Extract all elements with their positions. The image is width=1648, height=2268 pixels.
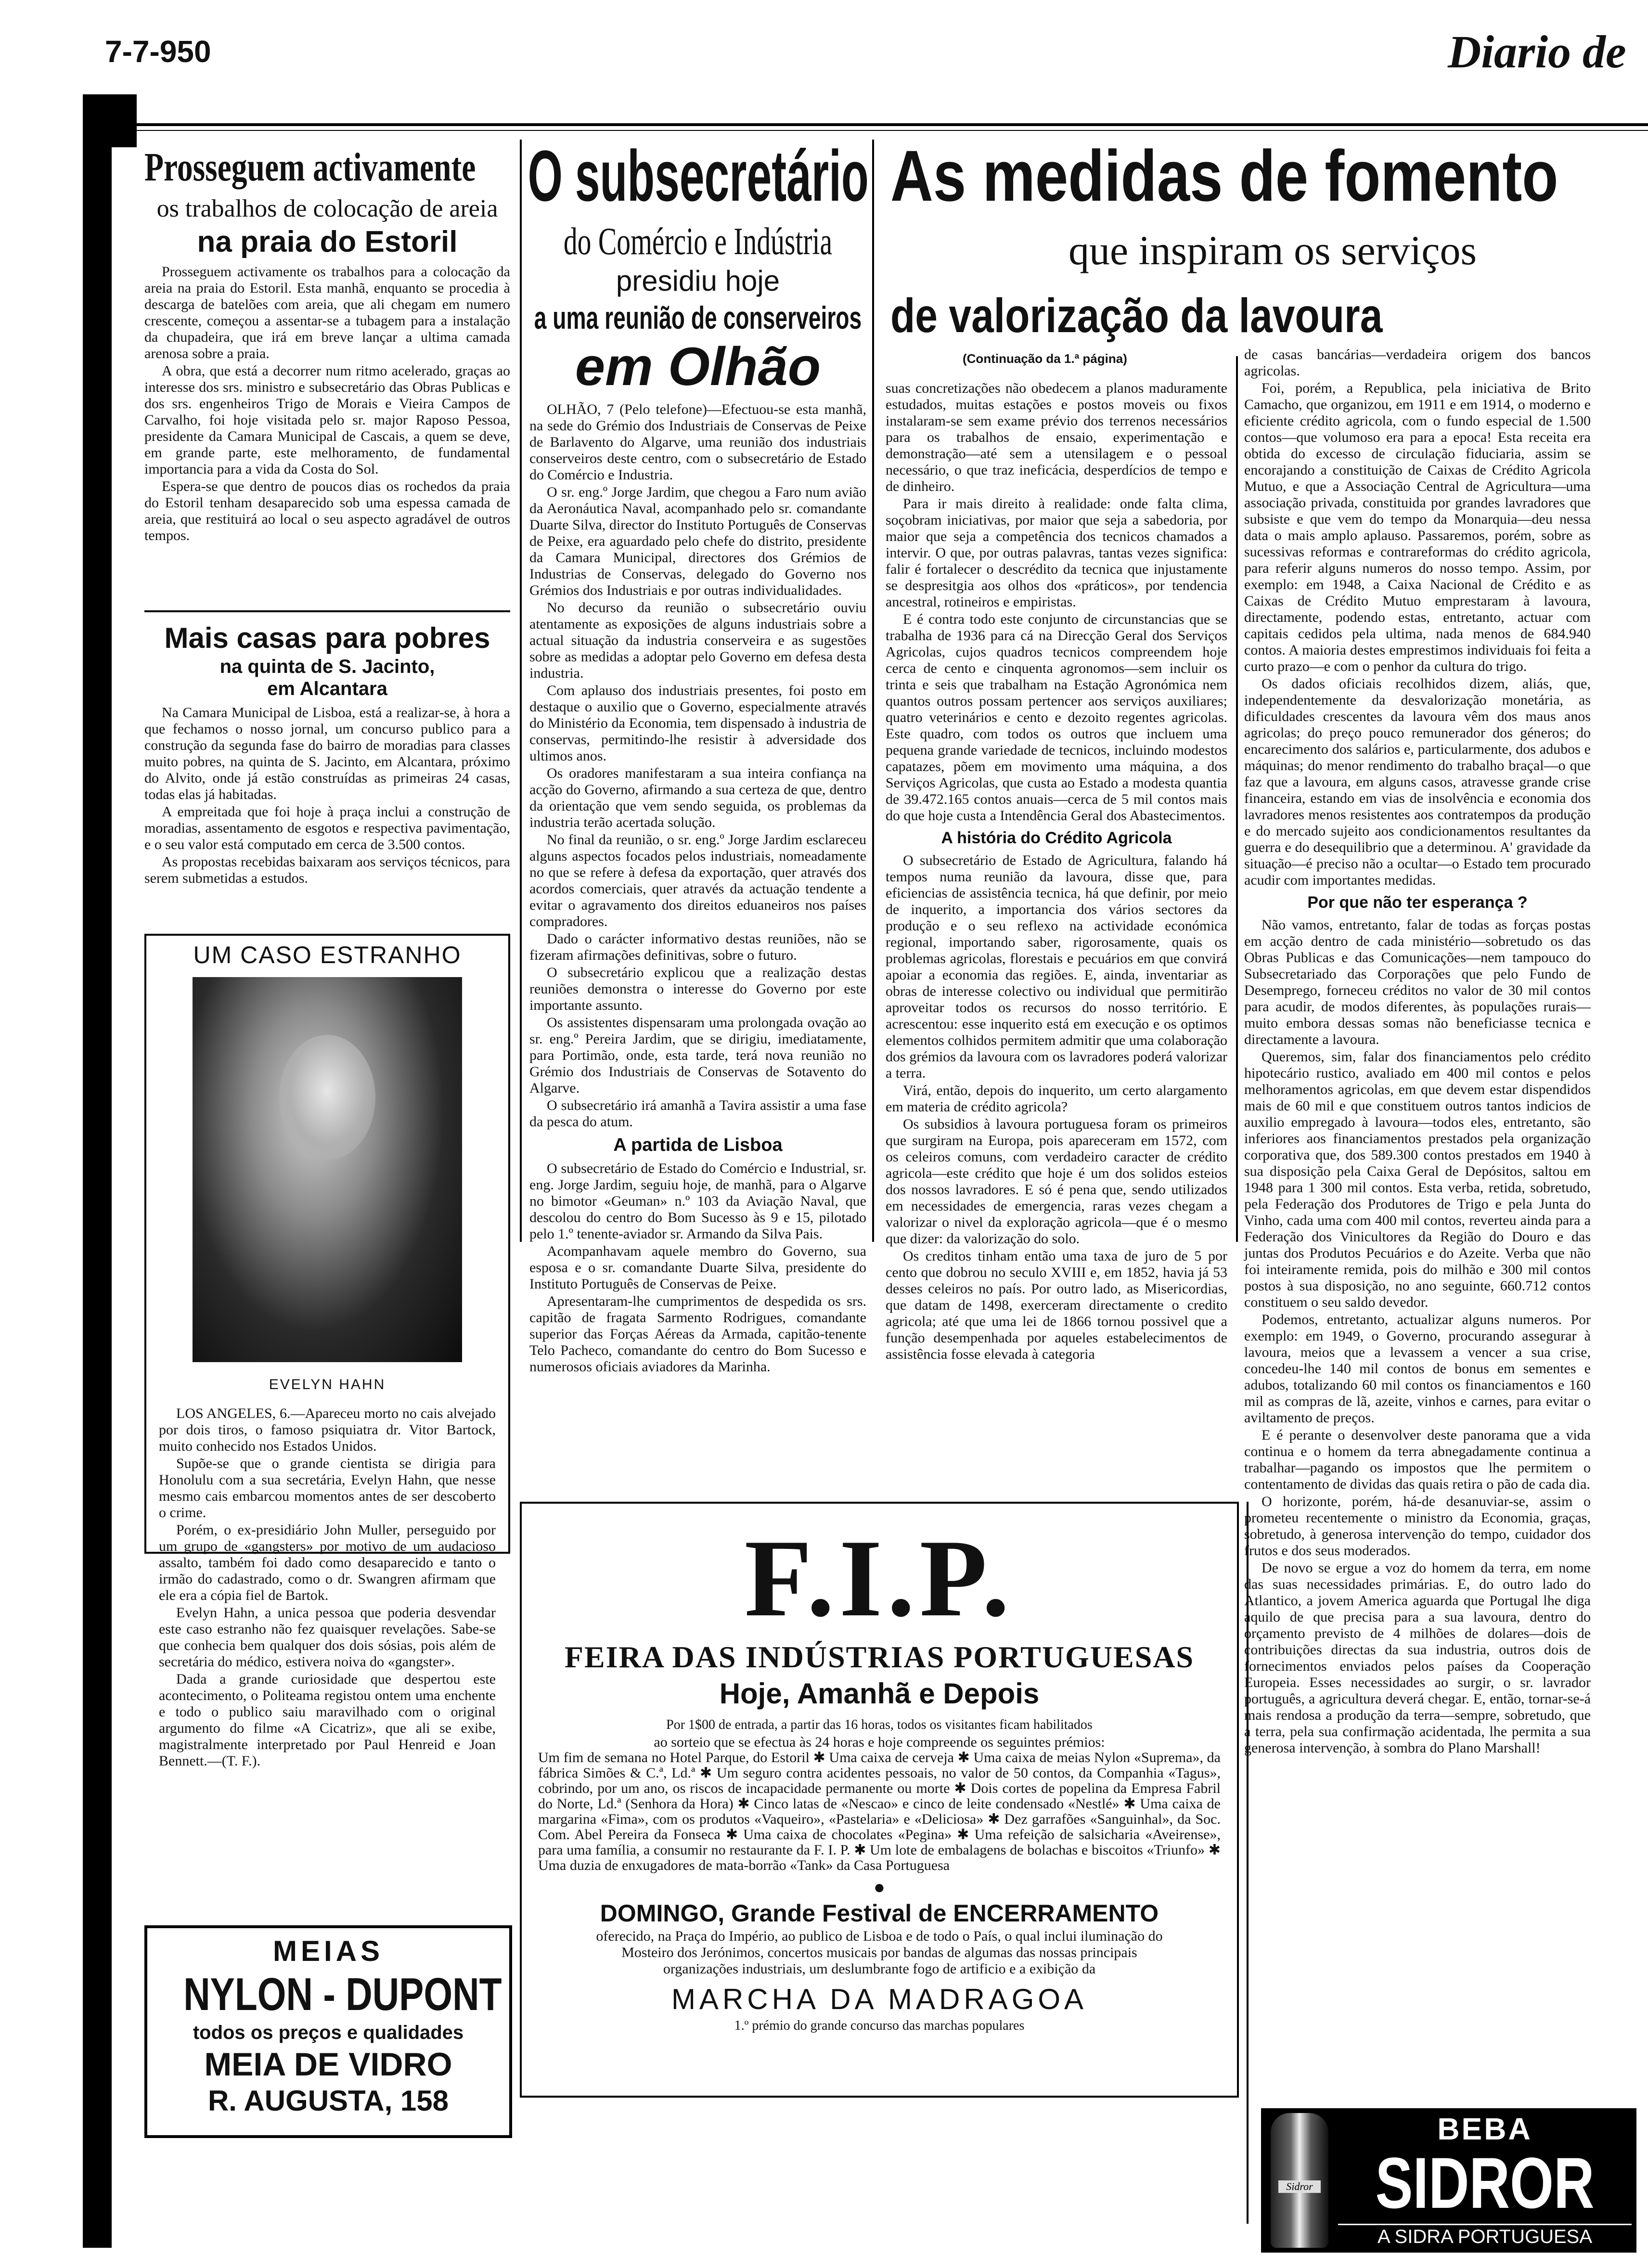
meias-title: MEIAS xyxy=(272,1935,384,1967)
column-rule xyxy=(872,140,874,1242)
credito-paragraph: Os creditos tinham então uma taxa de juro de 5 por cento que dobrou no seculo XVIII e, em 1852, havia já 53 desses celeiros no país. Por outro lado, as Misericordias, que datam de 1498, exerceram directamente o credito agricola; até que uma lei de 1866 tornou possivel que a função desempenhada por aqueles estabelecimentos de assistência fosse elevada à categoria xyxy=(886,1248,1227,1362)
column-rule xyxy=(520,140,522,1242)
olhao-paragraph: Com aplauso dos industriais presentes, foi posto em destaque o auxilio que o Governo, especialmente através do Ministério da Economia, tem dispensado à industria de conservas, permitindo-lhe resistir à adversidade dos ultimos anos. xyxy=(529,683,866,764)
credito-body xyxy=(886,852,1227,1363)
olhao-paragraph: O sr. eng.º Jorge Jardim, que chegou a Faro num avião da Aeronáutica Naval, acompanhado pelo sr. comandante Duarte Silva, director do Instituto Português de Conservas de Peixe, era aguardado pelo chefe do distrito, presidente da Camara Municipal, directores dos Grémios de Industrias de Conservas, delegado do Governo nos Grémios dos Industriais e por outras individualidades. xyxy=(529,484,866,598)
olhao-sub2: presidiu hoje xyxy=(616,265,780,297)
fip-prizes: Um fim de semana no Hotel Parque, do Estoril ✱ Uma caixa de cerveja ✱ Uma caixa de meias Nylon «Suprema», da fábrica Simões & C.ª, Ld.ª ✱ Um seguro contra acidentes pessoais, no valor de 50 contos, da Companhia «Tagus», cobrindo, por um ano, os riscos de incapacidade permanente ou morte ✱ Dois cortes de popelina da Empresa Fabril do Norte, Ld.ª (Senhora da Hora) ✱ Cinco latas de «Nescao» e cinco de leite condensado «Nestlé» ✱ Uma caixa de margarina «Fima», com os produtos «Vaqueiro», «Pastelaria» e «Deliciosa» ✱ Dez garrafões «Sanguinhal», da Soc. Com. Abel Pereira da Fonseca ✱ Uma caixa de chocolates «Pegina» ✱ Uma refeição de salsicharia «Aveirense», para uma família, a consumir no restaurante da F. I. P. ✱ Um lote de embalagens de bolachas e biscoitos «Triunfo» ✱ Uma duzia de enxugadores de mata-borrão «Tank» da Casa Portuguesa xyxy=(538,1750,1221,1873)
casas-headline: Mais casas para pobres xyxy=(164,622,490,654)
estoril-subheadline: os trabalhos de colocação de areia xyxy=(156,195,498,222)
fomento-sub1: que inspiram os serviços xyxy=(1069,227,1477,273)
fomento-paragraph: Os dados oficiais recolhidos dizem, aliás, que, independentemente da desvalorização monetária, as dificuldades crescentes da lavoura vêm dos maus anos agricolas; do preço pouco remunerador dos géneros; do encarecimento dos salários e, particularmente, dos adubos e máquinas; do menor rendimento do trabalho braçal—o que faz que a lavoura, em alguns casos, atravesse grande crise financeira, estando em vias de insolvência e economia dos lavradores menos resistentes aos contratempos da produção e do mercado sujeito aos condicionamentos resultantes da guerra e do desequilibrio que a determinou. A' gravidade da situação—é preciso não a ocultar—o Estado tem procurado acudir com importantes medidas. xyxy=(1244,676,1591,888)
olhao-paragraph: O subsecretário explicou que a realização destas reuniões demonstra o interesse do Governo por este importante assunto. xyxy=(529,965,866,1013)
casas-paragraph: As propostas recebidas baixaram aos serviços técnicos, para serem submetidas a estudos. xyxy=(144,854,510,886)
fip-title: FEIRA DAS INDÚSTRIAS PORTUGUESAS xyxy=(564,1640,1195,1674)
fomento-sub2: de valorização da lavoura xyxy=(890,289,1383,343)
estoril-paragraph: A obra, que está a decorrer num ritmo acelerado, graças ao interesse dos srs. ministro e subsecretário das Obras Publicas e dos srs. engenheiros Trigo de Morais e Vieira Campos de Carvalho, foi hoje visitada pelo sr. major Raposo Pessoa, presidente da Camara Municipal de Cascais, a quem se deve, em grande parte, este melhoramento, de fundamental importancia para a vida da Costa do Sol. xyxy=(144,363,510,477)
sidror-brand: SIDROR xyxy=(1375,2142,1595,2223)
estoril-headline: Prosseguem activamente xyxy=(144,145,476,190)
casas-article xyxy=(144,621,510,888)
fip-marcha-sub: 1.º prémio do grande concurso das marchas populares xyxy=(734,2018,1025,2033)
olhao-paragraph: Os oradores manifestaram a sua inteira confiança na acção do Governo, afirmando a sua certeza de que, dentro da orientação que vem sendo seguida, os problemas da industria terão acertada solução. xyxy=(529,765,866,830)
esperanca-paragraph: De novo se ergue a voz do homem da terra, em nome das suas necessidades primárias. E, do outro lado do Atlantico, a jovem America aguarda que Portugal lhe diga aquilo de que precisa para a sua lavoura, dentro do orçamento previsto de 4 milhões de dolares—dois de contribuições directas da sua industria, outros dois de fornecimentos enviados pelos países da Cooperação Europeia. Esses necessidades ao surgir, o sr. lavrador português, a agricultura deverá chegar. E, então, tornar-se-á mais rendosa a produção da terra—sempre, sobretudo, que a terra, pela sua confirmação acidentada, lhe permita a sua generosa intervenção, à sombra do Plano Marshall! xyxy=(1244,1560,1591,1756)
fip-closing: DOMINGO, Grande Festival de ENCERRAMENTO xyxy=(600,1900,1159,1927)
masthead: Diario de xyxy=(1448,26,1626,77)
fip-ad xyxy=(520,1502,1239,2098)
olhao-headline: O subsecretário xyxy=(528,135,869,216)
fomento-paragraph: suas concretizações não obedecem a planos maduramente estudados, muitas estações e postos moveis ou fixos instalaram-se sem exame prévio dos terrenos necessários para os trabalhos de ensaio, experimentação e demonstração—até sem a utensilagem e o pessoal necessário, o que traz ineficácia, desperdícios de tempo e de dinheiro. xyxy=(886,380,1227,494)
left-margin-bar xyxy=(83,96,112,2248)
fomento-paragraph: E é contra todo este conjunto de circunstancias que se trabalha de 1936 para cá na Direcção Geral dos Serviços Agricolas, cujos quadros tecnicos compreendem hoje cerca de cento e cinquenta agronomos—sem incluir os trinta e seis que trabalham na Estação Agronómica nem quantos outros possam pertencer aos serviços auxiliares; quatro veterinários e cento e dezoito regentes agricolas. Este quadro, com todos os outros que incluem uma pequena grande variedade de tecnicos, incluindo modestos capatazes, põem em movimento uma máquina, a dos Serviços Agricolas, que custa ao Estado a modesta quantia de 39.472.165 contos anuais—cerca de 5 mil contos mais do que hoje custa a Intendência Geral dos Abastecimentos. xyxy=(886,611,1227,824)
caso-paragraph: LOS ANGELES, 6.—Apareceu morto no cais alvejado por dois tiros, o famoso psiquiatra dr. Vitor Bartock, muito conhecido nos Estados Unidos. xyxy=(159,1405,496,1454)
sidror-tagline: A SIDRA PORTUGUESA xyxy=(1338,2224,1632,2248)
olhao-paragraph: Dado o carácter informativo destas reuniões, não se fizeram afirmações definitivas, sobre o futuro. xyxy=(529,931,866,963)
fomento-col2 xyxy=(1244,347,1591,1757)
fomento-paragraph: Para ir mais direito à realidade: onde falta clima, soçobram iniciativas, por maior que seja a sabedoria, por maior que seja a competência dos tecnicos chamados a intervir. O que, por outras palavras, tantas vezes significa: falir é fortalecer o descrédito da tecnica que injustamente se despresitgia aos olhos dos «práticos», por tendencia ancestral, rotineiros e empiristas. xyxy=(886,496,1227,610)
olhao-sub3: a uma reunião de conserveiros xyxy=(534,300,862,335)
casas-sub2: em Alcantara xyxy=(267,678,387,699)
esperanca-paragraph: Queremos, sim, falar dos financiamentos pelo crédito hipotecário rustico, avaliado em 400 mil contos e pelos melhoramentos agricolas, em que devem estar dispendidos mais de 60 mil e que constituem outros tantos indicios de auxilio empregado à lavoura—todos eles, entretanto, são inferiores aos financiamentos prestados pela organização corporativa que, dos 589.300 contos prestados em 1940 à sua disposição pela Caixa Geral de Depósitos, saltou em 1948 para 1 300 mil contos. Esta verba, retida, sobretudo, pela Federação dos Produtores de Trigo e pela Junta do Vinho, cada uma com 400 mil contos, reverteu ainda para a Federação dos Vinicultores da Região do Douro e das juntas dos Produtos Pecuários e do Azeite. Verba que não foi inteiramente remida, pois do milhão e 300 mil contos postos à sua disposição, no ano seguinte, 660.712 contos constituem o seu saldo devedor. xyxy=(1244,1049,1591,1310)
casas-paragraph: A empreitada que foi hoje à praça inclui a construção de moradias, assentamento de esgotos e respectiva pavimentação, e o seu valor está computado em cerca de 3.500 contos. xyxy=(144,804,510,852)
fomento-headline: As medidas de fomento xyxy=(890,135,1558,216)
page-date: 7-7-950 xyxy=(105,34,211,69)
casas-paragraph: Na Camara Municipal de Lisboa, está a realizar-se, à hora a que fechamos o nosso jornal, um concurso publico para a construção da segunda fase do bairro de moradias para classes muito pobres, na quinta de S. Jacinto, em Alcantara, próximo do Alvito, onde já estão construídas as primeiras 24 casas, todas elas já habitadas. xyxy=(144,705,510,802)
estoril-body xyxy=(144,264,510,544)
casas-body xyxy=(144,705,510,887)
column-rule xyxy=(1236,356,1238,1242)
sidror-bottle-label: Sidror xyxy=(1278,2180,1321,2193)
header-rule-thin xyxy=(124,130,1648,131)
sidror-ad xyxy=(1261,2108,1636,2253)
olhao-paragraph: No final da reunião, o sr. eng.º Jorge Jardim esclareceu alguns aspectos focados pelos industriais, nomeadamente no que se refere à defesa da exportação, quer através dos acordos comerciais, quer através da actuação tendente a evitar o agravamento dos direitos eduaneiros nos países compradores. xyxy=(529,832,866,929)
fomento-paragraph: de casas bancárias—verdadeira origem dos bancos agricolas. xyxy=(1244,347,1591,379)
olhao-article xyxy=(528,135,869,1376)
olhao-sub1: do Comércio e Indústria xyxy=(563,220,833,263)
fomento-continuation: (Continuação da 1.ª página) xyxy=(963,351,1127,366)
olhao-paragraph: No decurso da reunião o subsecretário ouviu atentamente as exposições de alguns industriais sobre a actual situação da industria conserveira e as sugestões sobre as medidas a adoptar pelo Governo em defesa desta industria. xyxy=(529,600,866,681)
estoril-paragraph: Espera-se que dentro de poucos dias os rochedos da praia do Estoril tenham desaparecido sob uma espessa camada de areia, que restituirá ao local o seu aspecto agradável de outros tempos. xyxy=(144,478,510,543)
meias-tagline: todos os preços e qualidades xyxy=(193,2022,464,2043)
esperanca-paragraph: O horizonte, porém, há-de desanuviar-se, assim o prometeu recentemente o ministro da Economia, graças, sobretudo, à generosa intervenção do tempo, cuidador dos frutos e dos seus moderados. xyxy=(1244,1494,1591,1559)
credito-paragraph: O subsecretário de Estado de Agricultura, falando há tempos numa reunião da lavoura, disse que, para eficiencias de assistência tecnica, há que definir, por meio de inquerito, a importancia dos vários sectores da produção e o seu reflexo na actividade económica regional, importando saber, rigorosamente, quais os problemas agricolas, florestais e pecuários em que convirá apoiar a economia das regiões. E, ainda, inventariar as obras de interesse colectivo ou individual que permitirão aproveitar todos os recursos do nosso território. E acrescentou: esse inquerito está em execução e os optimos elementos colhidos permitem admitir que uma colaboração dos grémios da lavoura com os lavradores poderá valorizar a terra. xyxy=(886,852,1227,1081)
photo-face xyxy=(279,1035,375,1160)
meias-vidro: MEIA DE VIDRO xyxy=(204,2046,452,2083)
photo-caption: EVELYN HAHN xyxy=(269,1377,386,1392)
caso-paragraph: Porém, o ex-presidiário John Muller, perseguido por um grupo de «gangsters» por motivo de um audacioso assalto, também foi dado como desaparecido e tanto o irmão do cadastrado, como o dr. Swangren afirmam que ele era a cópia fiel de Bartok. xyxy=(159,1522,496,1603)
olhao-paragraph: Os assistentes dispensaram uma prolongada ovação ao sr. eng.º Pereira Jardim, que se dirigiu, imediatamente, para Portimão, onde, esta tarde, terá nova reunião no Grémio dos Industriais de Conservas de Sotavento do Algarve. xyxy=(529,1015,866,1096)
fip-marcha: MARCHA DA MADRAGOA xyxy=(671,1983,1088,2015)
section-divider xyxy=(144,610,510,612)
credito-paragraph: Virá, então, depois do inquerito, um certo alargamento em materia de crédito agricola? xyxy=(886,1082,1227,1115)
olhao-paragraph: OLHÃO, 7 (Pelo telefone)—Efectuou-se esta manhã, na sede do Grémio dos Industriais de Conservas de Peixe de Barlavento do Algarve, uma reunião dos industriais conserveiros deste centro, com o subsecretário de Estado do Comércio e Industria. xyxy=(529,401,866,483)
credito-paragraph: Os subsidios à lavoura portuguesa foram os primeiros que surgiram na Europa, pois apareceram em 1572, com os celeiros comuns, com verdadeiro caracter de crédito agricola—este crédito que hoje é um dos solidos esteios dos nossos lavradores. E só é pena que, sendo utilizados em necessidades de emergencia, raras vezes chegam a valorizar o nivel da exploração agricola—que é o mesmo que dizer: da valorização do solo. xyxy=(886,1116,1227,1247)
fip-closing-text: oferecido, na Praça do Império, ao publico de Lisboa e de todo o País, o qual inclui iluminação do Mosteiro dos Jerónimos, concertos musicais por bandas de algumas das nossas principais organizações industriais, um deslumbrante fogo de artificio e a exibição da xyxy=(596,1928,1163,1977)
caso-paragraph: Evelyn Hahn, a unica pessoa que poderia desvendar este caso estranho não fez quaisquer revelações. Sabe-se que conhecia bem qualquer dos dois sósias, pois além de secretária do médico, estivera noiva do «gangster». xyxy=(159,1605,496,1670)
partida-paragraph: Apresentaram-lhe cumprimentos de despedida os srs. capitão de fragata Sarmento Rodrigues, comandante superior das Forças Aéreas da Armada, capitão-tenente Telo Pacheco, comandante do centro do Bom Sucesso e numerosos oficiais aviadores da Marinha. xyxy=(529,1293,866,1375)
esperanca-paragraph: Não vamos, entretanto, falar de todas as forças postas em acção dentro de cada ministério—sobretudo os das Obras Publicas e das Comunicações—nem tampouco do Subsecretariado das Corporações que pelo Fundo de Desemprego, forneceu créditos no valor de 30 mil contos para acudir, de modos diferentes, às populações rurais—muito embora dessas somas não beneficiasse tecnica e directamente a lavoura. xyxy=(1244,917,1591,1047)
casas-sub1: na quinta de S. Jacinto, xyxy=(219,656,435,677)
fip-entry: Por 1$00 de entrada, a partir das 16 horas, todos os visitantes ficam habilitados xyxy=(666,1717,1093,1732)
fomento-col2-body xyxy=(1244,347,1591,889)
estoril-paragraph: Prosseguem activamente os trabalhos para a colocação da areia na praia do Estoril. Esta manhã, enquanto se procedia à descarga de batelões com areia, que ali chegam em numero crescente, começou a assentar-se a tubagem para a instalação da chupadeira, que irá em breve lançar a ultima camada arenosa sobre a praia. xyxy=(144,264,510,361)
meias-ad xyxy=(144,1925,512,2138)
esperanca-paragraph: Podemos, entretanto, actualizar alguns numeros. Por exemplo: em 1949, o Governo, procurando assegurar à lavoura, meios que a levassem a vencer a sua crise, concedeu-lhe 140 mil contos de bonus em sementes e adubos, totalizando 60 mil contos os financiamentos e 160 mil as compras de lã, azeite, vinhos e carnes, para evitar o aviltamento de preços. xyxy=(1244,1312,1591,1426)
fip-bullet: ● xyxy=(873,1876,886,1898)
fomento-paragraph: Foi, porém, a Republica, pela iniciativa de Brito Camacho, que organizou, em 1911 e em 1914, o moderno e eficiente crédito agricola, com o fundo especial de 1.500 contos—que volumoso era para a epoca! Esta receita era obtida do excesso de circulação fiduciaria, assim se encorajando a constituição de Caixas de Crédito Agricola Mutuo, e que a Associação Central de Agricultura—uma associação privada, constituida por grandes lavradores que subsiste e que vem do tempo da Monarquia—deu nessa data o mais amplo aplauso. Passaremos, porém, sobre as sucessivas reformas e contrareformas do crédito agricola, para referir alguns numeros do nosso tempo. Assim, por exemplo: em 1948, a Caixa Nacional de Crédito e as Caixas de Crédito Mutuo emprestaram à lavoura, directamente, podendo estas, entretanto, actuar com capitais cedidos pela ultima, nada menos de 684.940 contos. A maioria destes emprestimos individuais foi feita a curto prazo—e com o penhor da cultura do trigo. xyxy=(1244,380,1591,674)
olhao-paragraph: O subsecretário irá amanhã a Tavira assistir a uma fase da pesca do atum. xyxy=(529,1097,866,1130)
partida-paragraph: O subsecretário de Estado do Comércio e Industrial, sr. eng. Jorge Jardim, seguiu hoje, de manhã, para o Algarve no bimotor «Geuman» n.º 103 da Aviação Naval, que descolou do centro do Bom Sucesso às 9 e 15, pilotado pelo 1.º tenente-aviador sr. Armando da Silva Pais. xyxy=(529,1160,866,1242)
caso-paragraph: Dada a grande curiosidade que despertou este acontecimento, o Politeama registou ontem uma enchente e todo o publico saiu maravilhado com o original argumento do filme «A Cicatriz», que ali se exibe, magistralmente interpretado por Paul Henreid e Joan Bennett.—(T. F.). xyxy=(159,1671,496,1769)
estoril-headline-place: na praia do Estoril xyxy=(197,225,458,258)
meias-nylon: NYLON - DUPONT xyxy=(183,1969,502,2020)
estoril-article xyxy=(144,144,510,545)
fip-prizes-block xyxy=(522,1735,1237,1873)
meias-address: R. AUGUSTA, 158 xyxy=(207,2085,449,2117)
caso-body xyxy=(159,1405,496,1770)
credito-subhead: A história do Crédito Agricola xyxy=(941,829,1172,847)
fomento-body xyxy=(886,380,1227,824)
caso-paragraph: Supõe-se que o grande cientista se dirigia para Honolulu com a sua secretária, Evelyn Hahn, que nesse mesmo cais embarcou momentos antes de ser descoberto o crime. xyxy=(159,1456,496,1521)
fip-subtitle: Hoje, Amanhã e Depois xyxy=(719,1677,1040,1710)
esperanca-body xyxy=(1244,917,1591,1756)
partida-subhead: A partida de Lisboa xyxy=(613,1135,783,1155)
olhao-body xyxy=(529,401,866,1130)
esperanca-paragraph: E é perante o desenvolver deste panorama que a vida continua e o homem da terra abnegadamente continua a trabalhar—pagando os impostos que lhe permitem o contentamento de dividas das quais retira o pão de cada dia. xyxy=(1244,1427,1591,1492)
partida-paragraph: Acompanhavam aquele membro do Governo, sua esposa e o sr. comandante Duarte Silva, presidente do Instituto Português de Conservas de Peixe. xyxy=(529,1243,866,1292)
fip-intro: ao sorteio que se efectua às 24 horas e hoje compreende os seguintes prémios: xyxy=(654,1734,1105,1750)
olhao-place: em Olhão xyxy=(575,336,821,397)
fomento-col1 xyxy=(886,380,1227,1364)
caso-title: UM CASO ESTRANHO xyxy=(193,941,462,968)
sidror-beba: BEBA xyxy=(1437,2112,1532,2146)
partida-body xyxy=(529,1160,866,1375)
header-rule xyxy=(124,123,1648,126)
fip-logo: F.I.P. xyxy=(744,1517,1015,1639)
esperanca-subhead: Por que não ter esperança ? xyxy=(1307,893,1528,912)
